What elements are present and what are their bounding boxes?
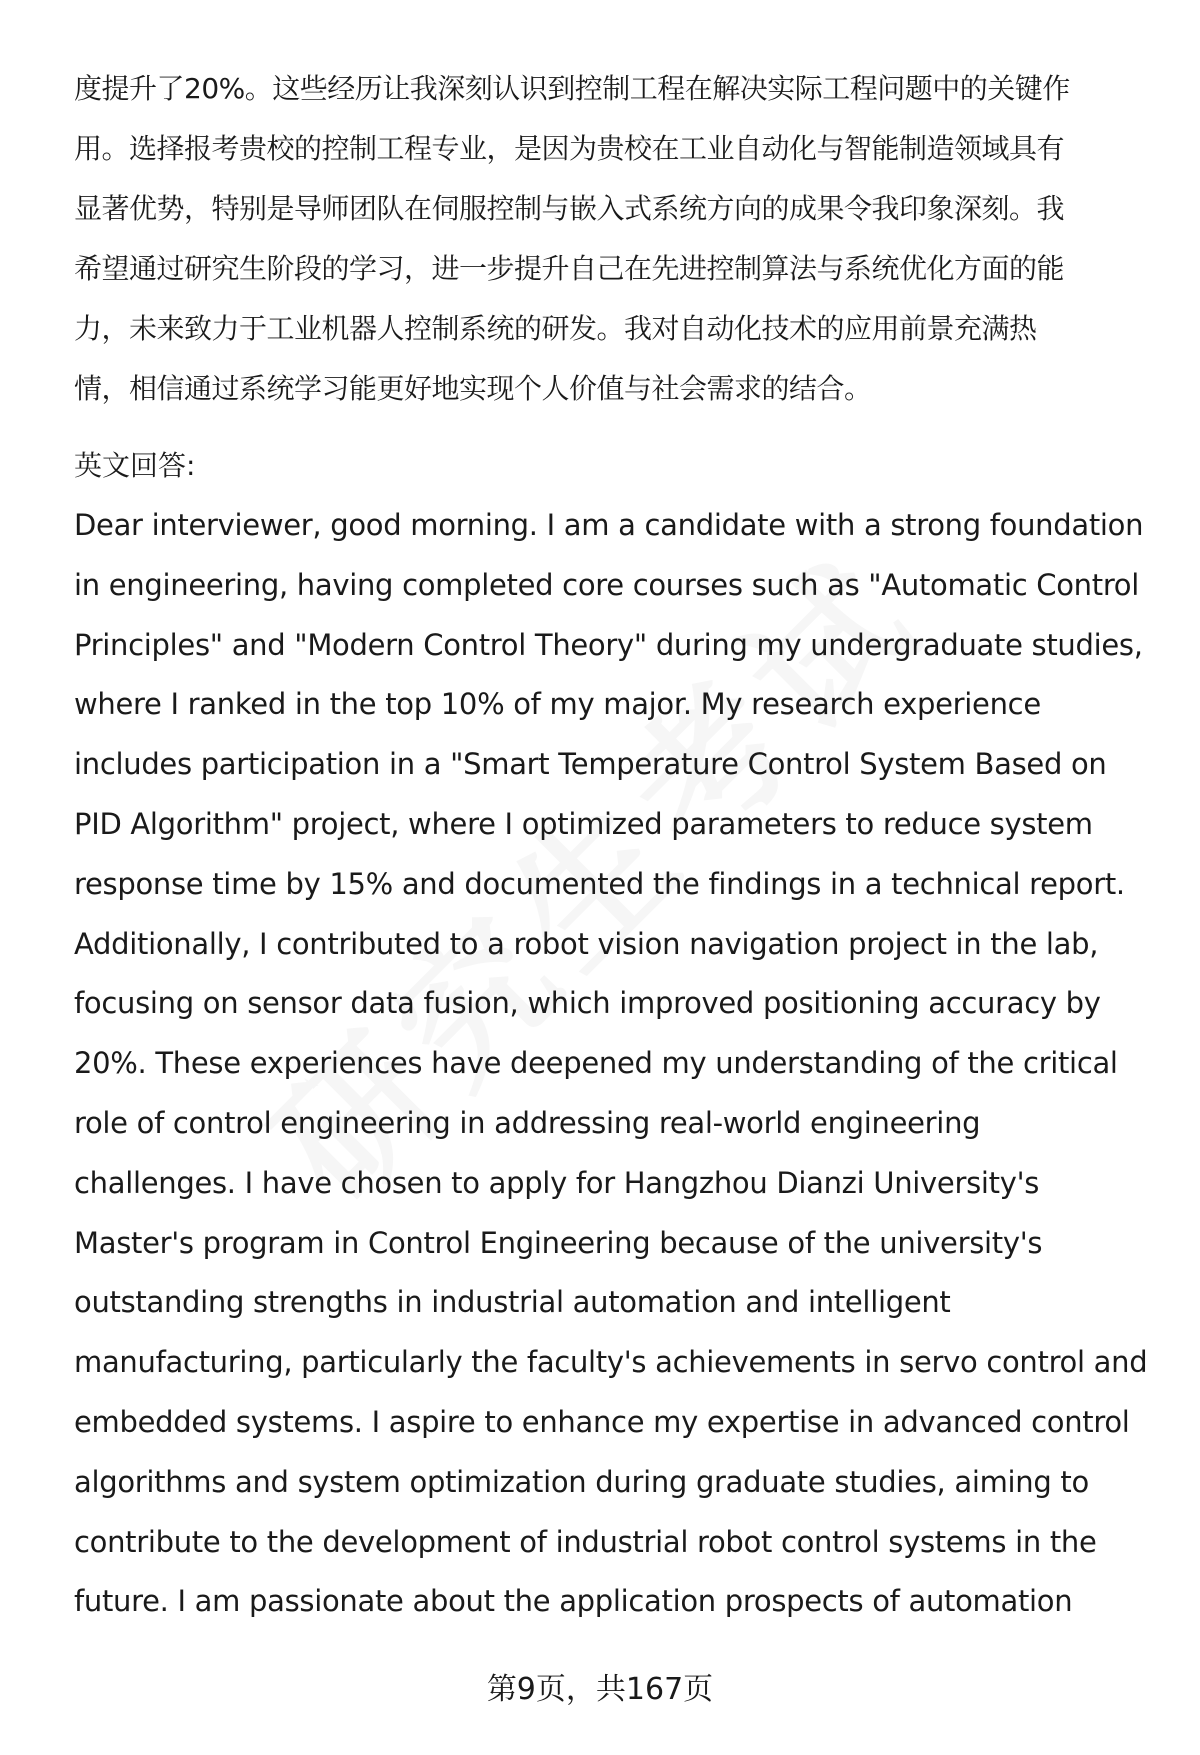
paragraph-line: 20%. These experiences have deepened my understanding of the critical [74, 1046, 1118, 1081]
paragraph-line: focusing on sensor data fusion, which improved positioning accuracy by [74, 986, 1101, 1021]
paragraph-line: outstanding strengths in industrial automation and intelligent [74, 1285, 951, 1320]
paragraph-line: role of control engineering in addressing real-world engineering [74, 1105, 981, 1140]
chinese-answer-paragraph [74, 59, 1154, 419]
paragraph-line: where I ranked in the top 10% of my major. My research experience [74, 687, 1041, 722]
paragraph-line: Master's program in Control Engineering because of the university's [74, 1225, 1043, 1260]
paragraph-line: contribute to the development of industrial robot control systems in the [74, 1524, 1097, 1559]
page-number-footer: 第9页，共167页 [486, 1672, 714, 1707]
paragraph-line: challenges. I have chosen to apply for Hangzhou Dianzi University's [74, 1165, 1040, 1200]
paragraph-line: future. I am passionate about the application prospects of automation [74, 1584, 1073, 1619]
paragraph-line: 度提升了20%。这些经历让我深刻认识到控制工程在解决实际工程问题中的关键作 [74, 72, 1070, 105]
paragraph-line: 显著优势，特别是导师团队在伺服控制与嵌入式系统方向的成果令我印象深刻。我 [74, 192, 1065, 225]
paragraph-line: 希望通过研究生阶段的学习，进一步提升自己在先进控制算法与系统优化方面的能 [74, 252, 1065, 285]
paragraph-line: Dear interviewer, good morning. I am a candidate with a strong foundation [74, 508, 1144, 542]
english-answer-paragraph [74, 496, 1154, 1632]
paragraph-line: includes participation in a "Smart Temperature Control System Based on [74, 747, 1107, 782]
english-answer-heading: 英文回答: [74, 449, 196, 482]
paragraph-line: embedded systems. I aspire to enhance my expertise in advanced control [74, 1404, 1130, 1439]
paragraph-line: 情，相信通过系统学习能更好地实现个人价值与社会需求的结合。 [74, 372, 872, 405]
paragraph-line: in engineering, having completed core courses such as "Automatic Control [74, 567, 1140, 602]
paragraph-line: Additionally, I contributed to a robot vision navigation project in the lab, [74, 926, 1099, 961]
paragraph-line: PID Algorithm" project, where I optimized parameters to reduce system [74, 806, 1093, 841]
page-content [74, 59, 1154, 1632]
paragraph-line: algorithms and system optimization during graduate studies, aiming to [74, 1464, 1089, 1499]
paragraph-line: Principles" and "Modern Control Theory" during my undergraduate studies, [74, 627, 1143, 662]
paragraph-line: 力，未来致力于工业机器人控制系统的研发。我对自动化技术的应用前景充满热 [74, 312, 1037, 345]
paragraph-line: response time by 15% and documented the findings in a technical report. [74, 866, 1125, 901]
paragraph-line: manufacturing, particularly the faculty's achievements in servo control and [74, 1345, 1148, 1380]
paragraph-line: 用。选择报考贵校的控制工程专业，是因为贵校在工业自动化与智能制造领域具有 [74, 132, 1065, 165]
